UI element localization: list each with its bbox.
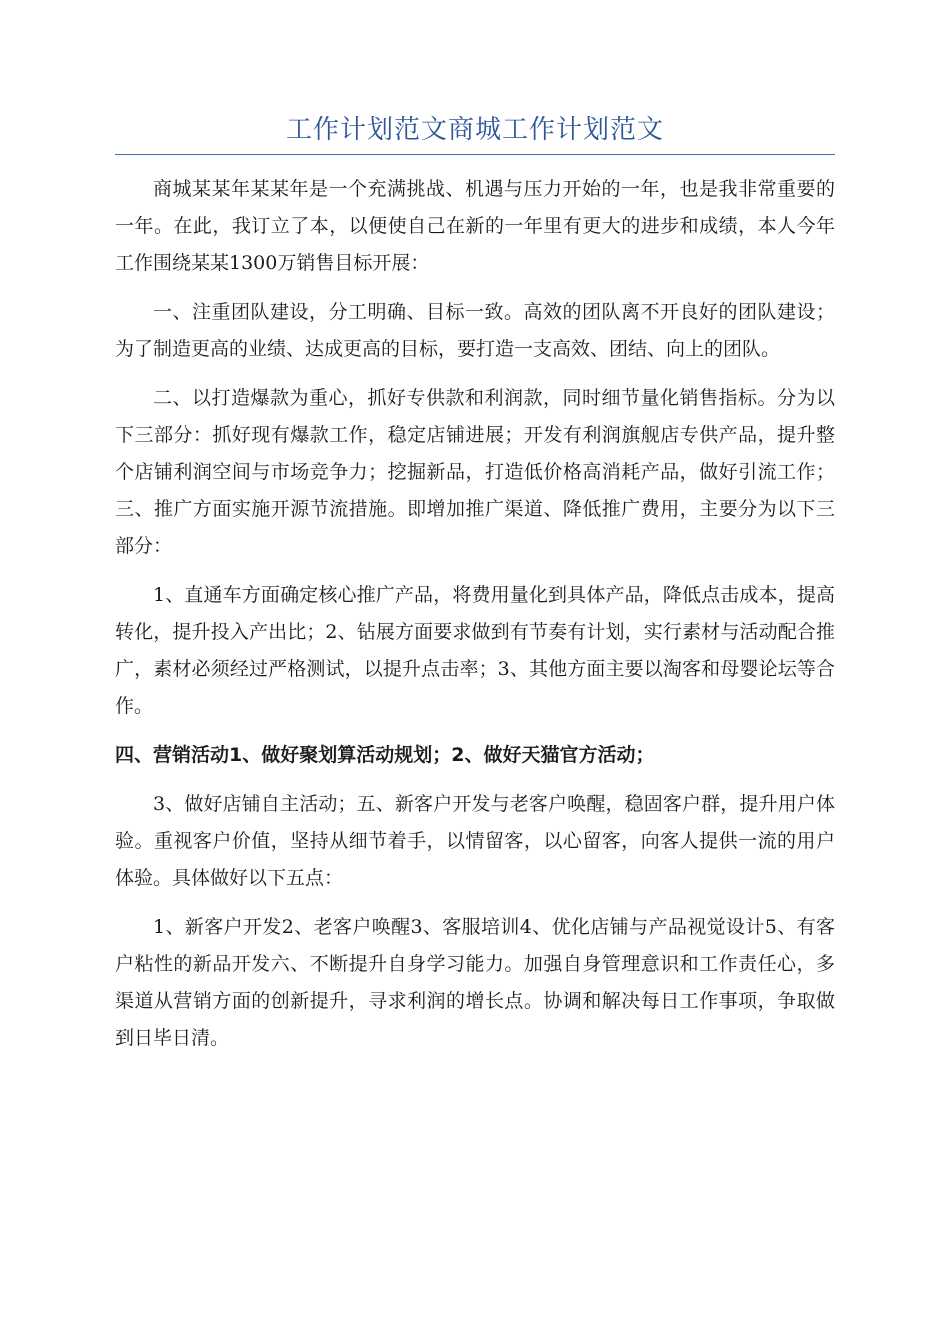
document-title: 工作计划范文商城工作计划范文 xyxy=(115,108,835,155)
paragraph-promotion: 1、直通车方面确定核心推广产品，将费用量化到具体产品，降低点击成本，提高转化，提升投入产出比；2、钻展方面要求做到有节奏有计划，实行素材与活动配合推广，素材必须经过严格测试，以提升点击率；3、其他方面主要以淘客和母婴论坛等合作。 xyxy=(115,584,835,717)
marketing-activities-heading: 四、营销活动1、做好聚划算活动规划；2、做好天猫官方活动； xyxy=(115,744,655,766)
paragraph-five-points: 1、新客户开发2、老客户唤醒3、客服培训4、优化店铺与产品视觉设计5、有客户粘性的新品开发六、不断提升自身学习能力。加强自身管理意识和工作责任心，多渠道从营销方面的创新提升，寻求利润的增长点。协调和解决每日工作事项，争取做到日毕日清。 xyxy=(115,916,835,1049)
paragraph-team-building: 一、注重团队建设，分工明确、目标一致。高效的团队离不开良好的团队建设；为了制造更高的业绩、达成更高的目标，要打造一支高效、团结、向上的团队。 xyxy=(115,301,835,360)
paragraph-intro: 商城某某年某某年是一个充满挑战、机遇与压力开始的一年，也是我非常重要的一年。在此，我订立了本，以便使自己在新的一年里有更大的进步和成绩，本人今年工作围绕某某1300万销售目标开展： xyxy=(115,178,835,274)
paragraph-hot-products: 二、以打造爆款为重心，抓好专供款和利润款，同时细节量化销售指标。分为以下三部分：抓好现有爆款工作，稳定店铺进展；开发有利润旗舰店专供产品，提升整个店铺利润空间与市场竞争力；挖掘新品，打造低价格高消耗产品，做好引流工作；三、推广方面实施开源节流措施。即增加推广渠道、降低推广费用，主要分为以下三部分： xyxy=(115,387,835,557)
document-page xyxy=(115,108,835,1069)
paragraph-customers: 3、做好店铺自主活动；五、新客户开发与老客户唤醒，稳固客户群，提升用户体验。重视客户价值，坚持从细节着手，以情留客，以心留客，向客人提供一流的用户体验。具体做好以下五点： xyxy=(115,793,835,889)
